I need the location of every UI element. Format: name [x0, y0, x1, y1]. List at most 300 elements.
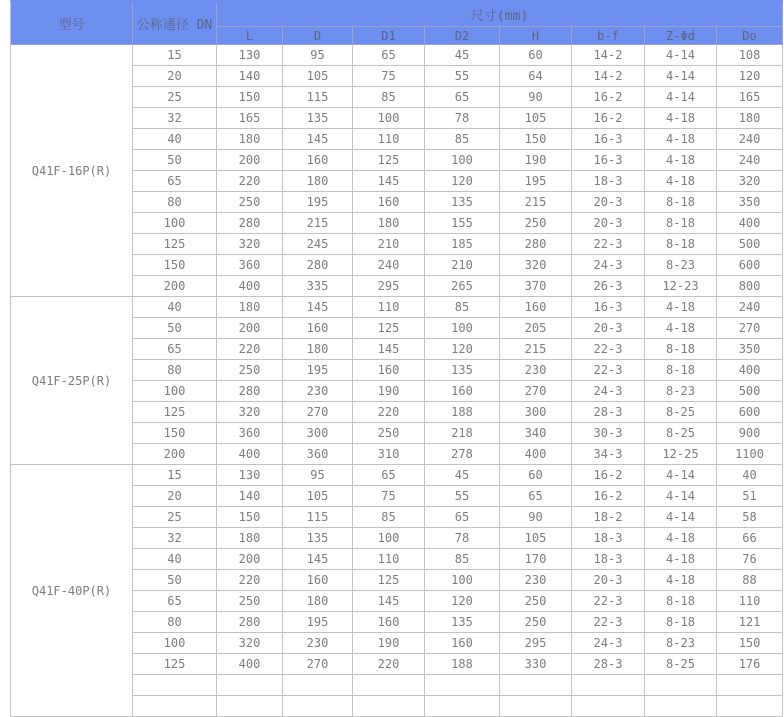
dimension-cell: 160	[425, 633, 500, 654]
dimension-cell: 115	[283, 87, 353, 108]
dimension-cell: 280	[500, 234, 572, 255]
dimension-cell: 55	[425, 66, 500, 87]
dimension-cell: 270	[717, 318, 783, 339]
dimension-cell: 145	[283, 129, 353, 150]
dimension-cell: 8-18	[645, 339, 717, 360]
dn-cell: 80	[133, 360, 217, 381]
dimension-cell: 18-3	[572, 549, 645, 570]
dimension-cell: 45	[425, 45, 500, 66]
dimension-cell: 145	[283, 549, 353, 570]
dimension-cell: 245	[283, 234, 353, 255]
dimension-cell: 58	[717, 507, 783, 528]
dimension-cell: 400	[717, 360, 783, 381]
dimension-cell: 180	[283, 591, 353, 612]
dimension-cell: 195	[283, 612, 353, 633]
dimension-cell: 180	[217, 129, 283, 150]
dimension-cell: 4-14	[645, 66, 717, 87]
dimension-cell: 18-3	[572, 528, 645, 549]
dimension-cell: 14-2	[572, 45, 645, 66]
dimension-cell: 30-3	[572, 423, 645, 444]
dimension-cell: 75	[353, 66, 425, 87]
dimension-cell: 250	[217, 360, 283, 381]
col-header-h: H	[500, 27, 572, 45]
empty-cell	[500, 696, 572, 717]
dimension-cell: 8-23	[645, 381, 717, 402]
dimension-cell: 280	[217, 612, 283, 633]
dimension-cell: 4-14	[645, 486, 717, 507]
col-header-dn: 公称通径 DN	[133, 3, 217, 45]
dimension-cell: 120	[425, 171, 500, 192]
empty-cell	[645, 696, 717, 717]
col-header-do: Do	[717, 27, 783, 45]
dimension-cell: 145	[353, 171, 425, 192]
dimension-cell: 215	[500, 192, 572, 213]
dimension-cell: 4-18	[645, 549, 717, 570]
dimension-cell: 370	[500, 276, 572, 297]
dimension-cell: 160	[500, 297, 572, 318]
dimension-cell: 76	[717, 549, 783, 570]
model-cell: Q41F-40P(R)	[11, 465, 133, 717]
dimension-cell: 120	[717, 66, 783, 87]
dimension-cell: 230	[500, 360, 572, 381]
col-header-d: D	[283, 27, 353, 45]
dimension-cell: 90	[500, 87, 572, 108]
dimension-cell: 280	[283, 255, 353, 276]
dimension-cell: 340	[500, 423, 572, 444]
dn-cell: 65	[133, 339, 217, 360]
dimension-cell: 16-3	[572, 150, 645, 171]
dimension-cell: 24-3	[572, 255, 645, 276]
dimension-cell: 135	[283, 108, 353, 129]
col-header-model: 型号	[11, 3, 133, 45]
dimension-cell: 34-3	[572, 444, 645, 465]
dimension-cell: 215	[283, 213, 353, 234]
dimension-cell: 360	[217, 423, 283, 444]
dimension-cell: 210	[425, 255, 500, 276]
dimension-cell: 310	[353, 444, 425, 465]
dimension-cell: 140	[217, 486, 283, 507]
dimension-cell: 105	[500, 528, 572, 549]
dimension-cell: 350	[717, 192, 783, 213]
empty-cell	[717, 696, 783, 717]
dimension-cell: 22-3	[572, 360, 645, 381]
table-row	[11, 45, 783, 66]
dn-cell: 150	[133, 423, 217, 444]
dimension-cell: 18-2	[572, 507, 645, 528]
dimension-cell: 60	[500, 45, 572, 66]
dimension-cell: 240	[717, 150, 783, 171]
dimension-cell: 8-23	[645, 255, 717, 276]
dn-cell: 50	[133, 150, 217, 171]
header-row-top	[11, 3, 783, 27]
dimension-cell: 8-18	[645, 192, 717, 213]
dimension-cell: 4-14	[645, 87, 717, 108]
dimension-cell: 295	[353, 276, 425, 297]
dimension-cell: 230	[500, 570, 572, 591]
dimension-cell: 121	[717, 612, 783, 633]
dn-cell: 15	[133, 465, 217, 486]
dimension-cell: 500	[717, 234, 783, 255]
dimension-cell: 360	[283, 444, 353, 465]
dimension-cell: 100	[425, 318, 500, 339]
dimension-cell: 400	[217, 654, 283, 675]
dimension-cell: 20-3	[572, 213, 645, 234]
dimension-cell: 200	[217, 150, 283, 171]
dimension-cell: 185	[425, 234, 500, 255]
dimension-cell: 110	[353, 129, 425, 150]
dimension-cell: 88	[717, 570, 783, 591]
dimension-cell: 180	[217, 528, 283, 549]
dimension-cell: 600	[717, 402, 783, 423]
dimension-cell: 12-23	[645, 276, 717, 297]
dimension-cell: 110	[353, 297, 425, 318]
dimension-cell: 210	[353, 234, 425, 255]
dimension-cell: 45	[425, 465, 500, 486]
dn-cell: 15	[133, 45, 217, 66]
dimension-cell: 160	[283, 150, 353, 171]
dimension-cell: 75	[353, 486, 425, 507]
model-cell: Q41F-25P(R)	[11, 297, 133, 465]
dimension-cell: 85	[425, 297, 500, 318]
empty-cell	[572, 675, 645, 696]
dimension-cell: 20-3	[572, 192, 645, 213]
dimension-cell: 22-3	[572, 339, 645, 360]
dn-cell: 20	[133, 486, 217, 507]
dimension-cell: 24-3	[572, 381, 645, 402]
empty-cell	[133, 675, 217, 696]
dn-cell: 40	[133, 549, 217, 570]
dimension-cell: 220	[217, 570, 283, 591]
dimension-cell: 28-3	[572, 654, 645, 675]
dimension-cell: 300	[500, 402, 572, 423]
dimension-cell: 22-3	[572, 612, 645, 633]
dimension-cell: 120	[425, 591, 500, 612]
dimension-cell: 85	[425, 129, 500, 150]
col-header-size-group: 尺寸(mm)	[217, 3, 783, 27]
dn-cell: 65	[133, 171, 217, 192]
dimension-cell: 188	[425, 402, 500, 423]
valve-dimensions-table	[10, 0, 783, 717]
table-row	[11, 297, 783, 318]
dimension-cell: 320	[217, 234, 283, 255]
dimension-cell: 55	[425, 486, 500, 507]
dimension-cell: 26-3	[572, 276, 645, 297]
dimension-cell: 135	[425, 360, 500, 381]
dimension-cell: 320	[717, 171, 783, 192]
dn-cell: 80	[133, 192, 217, 213]
dimension-cell: 40	[717, 465, 783, 486]
dn-cell: 32	[133, 528, 217, 549]
dimension-cell: 135	[425, 612, 500, 633]
dimension-cell: 8-18	[645, 591, 717, 612]
dimension-cell: 4-18	[645, 297, 717, 318]
dimension-cell: 105	[283, 66, 353, 87]
dimension-cell: 400	[500, 444, 572, 465]
dimension-cell: 85	[353, 507, 425, 528]
dn-cell: 50	[133, 318, 217, 339]
dimension-cell: 4-14	[645, 507, 717, 528]
dimension-cell: 320	[500, 255, 572, 276]
dimension-cell: 360	[217, 255, 283, 276]
dimension-cell: 195	[500, 171, 572, 192]
dimension-cell: 600	[717, 255, 783, 276]
dimension-cell: 190	[353, 381, 425, 402]
dimension-cell: 180	[283, 171, 353, 192]
table-body	[11, 45, 783, 717]
dimension-cell: 190	[353, 633, 425, 654]
dimension-cell: 220	[217, 171, 283, 192]
dimension-cell: 176	[717, 654, 783, 675]
dimension-cell: 265	[425, 276, 500, 297]
dimension-cell: 22-3	[572, 591, 645, 612]
empty-cell	[572, 696, 645, 717]
dimension-cell: 85	[353, 87, 425, 108]
dimension-cell: 500	[717, 381, 783, 402]
dimension-cell: 140	[217, 66, 283, 87]
dimension-cell: 130	[217, 45, 283, 66]
dimension-cell: 16-2	[572, 108, 645, 129]
dimension-cell: 220	[353, 402, 425, 423]
dimension-cell: 8-25	[645, 423, 717, 444]
dimension-cell: 16-2	[572, 465, 645, 486]
dimension-cell: 100	[425, 570, 500, 591]
table-header	[11, 3, 783, 45]
dimension-cell: 165	[217, 108, 283, 129]
dimension-cell: 900	[717, 423, 783, 444]
dimension-cell: 250	[353, 423, 425, 444]
dimension-cell: 400	[717, 213, 783, 234]
dimension-cell: 220	[353, 654, 425, 675]
dimension-cell: 130	[217, 465, 283, 486]
dimension-cell: 230	[283, 633, 353, 654]
dn-cell: 200	[133, 276, 217, 297]
dimension-cell: 8-25	[645, 654, 717, 675]
dimension-cell: 145	[353, 591, 425, 612]
dimension-cell: 160	[353, 612, 425, 633]
dimension-cell: 270	[283, 654, 353, 675]
dimension-cell: 8-25	[645, 402, 717, 423]
dn-cell: 100	[133, 633, 217, 654]
col-header-d1: D1	[353, 27, 425, 45]
dimension-cell: 4-18	[645, 129, 717, 150]
dimension-cell: 115	[283, 507, 353, 528]
col-header-z-d: Z-Φd	[645, 27, 717, 45]
dimension-cell: 250	[217, 192, 283, 213]
dn-cell: 25	[133, 507, 217, 528]
col-header-b-f: b-f	[572, 27, 645, 45]
dimension-cell: 8-18	[645, 234, 717, 255]
dn-cell: 40	[133, 297, 217, 318]
dimension-cell: 95	[283, 45, 353, 66]
dimension-cell: 110	[717, 591, 783, 612]
dimension-cell: 120	[425, 339, 500, 360]
dimension-cell: 250	[500, 591, 572, 612]
dimension-cell: 125	[353, 570, 425, 591]
dimension-cell: 20-3	[572, 570, 645, 591]
dn-cell: 200	[133, 444, 217, 465]
dimension-cell: 160	[283, 318, 353, 339]
dimension-cell: 125	[353, 318, 425, 339]
dimension-cell: 4-18	[645, 171, 717, 192]
dn-cell: 125	[133, 234, 217, 255]
dimension-cell: 85	[425, 549, 500, 570]
dimension-cell: 145	[283, 297, 353, 318]
dimension-cell: 145	[353, 339, 425, 360]
dimension-cell: 78	[425, 108, 500, 129]
empty-cell	[217, 696, 283, 717]
empty-cell	[717, 675, 783, 696]
dimension-cell: 300	[283, 423, 353, 444]
dimension-cell: 105	[283, 486, 353, 507]
dimension-cell: 180	[353, 213, 425, 234]
dn-cell: 50	[133, 570, 217, 591]
dimension-cell: 270	[283, 402, 353, 423]
dimension-cell: 280	[217, 381, 283, 402]
dn-cell: 100	[133, 213, 217, 234]
dimension-cell: 24-3	[572, 633, 645, 654]
dimension-cell: 320	[217, 402, 283, 423]
dimension-cell: 215	[500, 339, 572, 360]
dimension-cell: 335	[283, 276, 353, 297]
dn-cell: 80	[133, 612, 217, 633]
dimension-cell: 65	[425, 507, 500, 528]
dimension-cell: 200	[217, 549, 283, 570]
dimension-cell: 4-18	[645, 528, 717, 549]
dimension-cell: 65	[353, 465, 425, 486]
dimension-cell: 250	[217, 591, 283, 612]
dimension-cell: 350	[717, 339, 783, 360]
dimension-cell: 195	[283, 192, 353, 213]
dimension-cell: 8-18	[645, 612, 717, 633]
dimension-cell: 95	[283, 465, 353, 486]
dimension-cell: 240	[353, 255, 425, 276]
dimension-cell: 170	[500, 549, 572, 570]
dimension-cell: 160	[283, 570, 353, 591]
empty-cell	[133, 696, 217, 717]
dimension-cell: 64	[500, 66, 572, 87]
dimension-cell: 150	[717, 633, 783, 654]
dimension-cell: 180	[283, 339, 353, 360]
dn-cell: 20	[133, 66, 217, 87]
empty-cell	[353, 675, 425, 696]
dimension-cell: 195	[283, 360, 353, 381]
dimension-cell: 110	[353, 549, 425, 570]
dimension-cell: 250	[500, 213, 572, 234]
dn-cell: 25	[133, 87, 217, 108]
dimension-cell: 270	[500, 381, 572, 402]
dn-cell: 100	[133, 381, 217, 402]
dimension-cell: 108	[717, 45, 783, 66]
dimension-cell: 400	[217, 276, 283, 297]
dimension-cell: 150	[500, 129, 572, 150]
dimension-cell: 135	[283, 528, 353, 549]
empty-cell	[353, 696, 425, 717]
empty-cell	[283, 675, 353, 696]
dimension-cell: 100	[353, 108, 425, 129]
dimension-cell: 8-18	[645, 213, 717, 234]
dimension-cell: 4-18	[645, 108, 717, 129]
dimension-cell: 278	[425, 444, 500, 465]
dimension-cell: 16-3	[572, 297, 645, 318]
dimension-cell: 65	[353, 45, 425, 66]
col-header-d2: D2	[425, 27, 500, 45]
dimension-cell: 28-3	[572, 402, 645, 423]
dn-cell: 125	[133, 654, 217, 675]
empty-cell	[283, 696, 353, 717]
dimension-cell: 330	[500, 654, 572, 675]
empty-cell	[425, 696, 500, 717]
dn-cell: 125	[133, 402, 217, 423]
dimension-cell: 4-14	[645, 465, 717, 486]
dimension-cell: 100	[425, 150, 500, 171]
dimension-cell: 65	[500, 486, 572, 507]
dimension-cell: 135	[425, 192, 500, 213]
dimension-cell: 218	[425, 423, 500, 444]
dimension-cell: 8-23	[645, 633, 717, 654]
empty-cell	[645, 675, 717, 696]
dimension-cell: 66	[717, 528, 783, 549]
dimension-cell: 16-2	[572, 486, 645, 507]
table-row	[11, 465, 783, 486]
dimension-cell: 105	[500, 108, 572, 129]
dimension-cell: 18-3	[572, 171, 645, 192]
dimension-cell: 150	[217, 507, 283, 528]
dimension-cell: 150	[217, 87, 283, 108]
dimension-cell: 188	[425, 654, 500, 675]
dimension-cell: 125	[353, 150, 425, 171]
dimension-cell: 220	[217, 339, 283, 360]
dimension-cell: 200	[217, 318, 283, 339]
dimension-cell: 4-14	[645, 45, 717, 66]
dimension-cell: 16-3	[572, 129, 645, 150]
dimension-cell: 180	[717, 108, 783, 129]
dn-cell: 150	[133, 255, 217, 276]
dimension-cell: 400	[217, 444, 283, 465]
dimension-cell: 4-18	[645, 570, 717, 591]
dimension-cell: 240	[717, 129, 783, 150]
dimension-cell: 16-2	[572, 87, 645, 108]
dimension-cell: 78	[425, 528, 500, 549]
dimension-cell: 160	[353, 360, 425, 381]
dimension-cell: 160	[353, 192, 425, 213]
dimension-cell: 295	[500, 633, 572, 654]
dimension-cell: 65	[425, 87, 500, 108]
dimension-cell: 12-25	[645, 444, 717, 465]
dimension-cell: 190	[500, 150, 572, 171]
dimension-cell: 155	[425, 213, 500, 234]
dimension-cell: 180	[217, 297, 283, 318]
dimension-cell: 230	[283, 381, 353, 402]
col-header-l: L	[217, 27, 283, 45]
page-content	[10, 0, 783, 717]
dn-cell: 40	[133, 129, 217, 150]
dimension-cell: 51	[717, 486, 783, 507]
dimension-cell: 205	[500, 318, 572, 339]
dimension-cell: 22-3	[572, 234, 645, 255]
dimension-cell: 20-3	[572, 318, 645, 339]
empty-cell	[425, 675, 500, 696]
dimension-cell: 1100	[717, 444, 783, 465]
empty-cell	[500, 675, 572, 696]
dimension-cell: 320	[217, 633, 283, 654]
dimension-cell: 800	[717, 276, 783, 297]
dimension-cell: 165	[717, 87, 783, 108]
dimension-cell: 14-2	[572, 66, 645, 87]
dimension-cell: 8-18	[645, 360, 717, 381]
dimension-cell: 160	[425, 381, 500, 402]
dn-cell: 32	[133, 108, 217, 129]
dimension-cell: 240	[717, 297, 783, 318]
